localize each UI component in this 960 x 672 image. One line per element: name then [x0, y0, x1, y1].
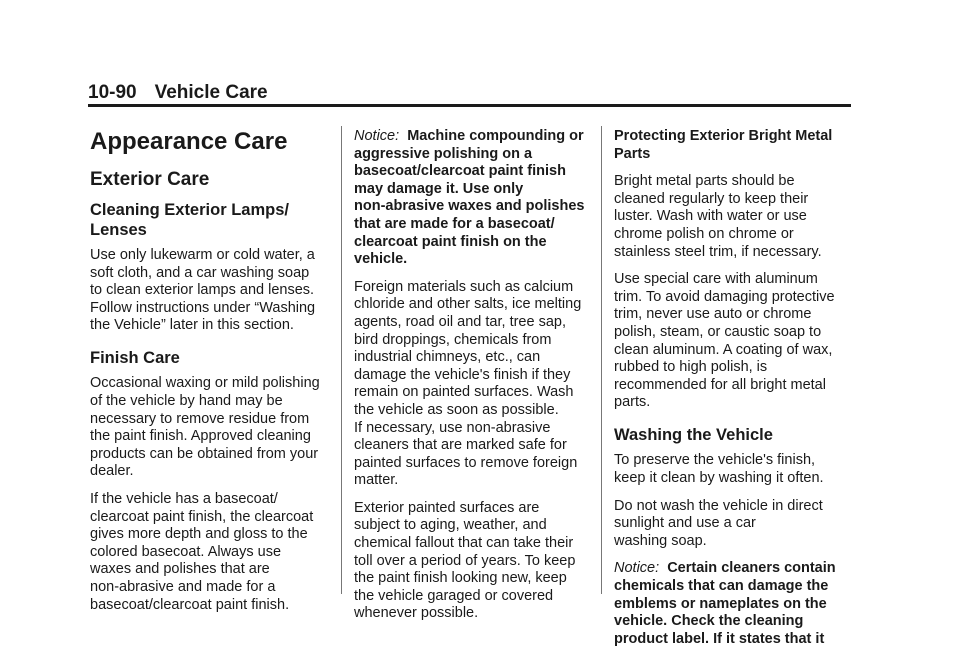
text-line: Exterior painted surfaces are — [354, 499, 540, 516]
text-line: Follow instructions under “Washing — [90, 299, 316, 316]
header-rule — [88, 104, 851, 107]
text-line: polish, steam, or caustic soap to — [614, 323, 822, 340]
text-line: toll over a period of years. To keep — [354, 552, 576, 569]
text-line: If necessary, use non-abrasive — [354, 419, 551, 436]
page-header — [88, 81, 268, 105]
text-line: dealer. — [90, 463, 134, 480]
paragraph-painted-surfaces — [354, 500, 594, 623]
text-line: painted surfaces to remove foreign — [354, 454, 578, 471]
text-line: basecoat/clearcoat paint finish — [354, 163, 566, 180]
text-line: soft cloth, and a car washing soap — [90, 264, 310, 281]
text-line: Do not wash the vehicle in direct — [614, 497, 823, 514]
paragraph-washing-2 — [614, 498, 854, 551]
text-line: Use special care with aluminum — [614, 271, 818, 288]
text-line: rubbed to high polish, is — [614, 359, 768, 376]
text-line: cleaned regularly to keep their — [614, 190, 809, 207]
text-line: basecoat/clearcoat paint finish. — [90, 596, 290, 613]
text-line: waxes and polishes that are — [90, 561, 270, 578]
text-line: chemical fallout that can take their — [354, 535, 574, 552]
text-line: damage the vehicle's finish if they — [354, 366, 571, 383]
text-line: Use only lukewarm or cold water, a — [90, 247, 315, 263]
text-line: chloride and other salts, ice melting — [354, 296, 582, 313]
text-line: To preserve the vehicle's finish, — [614, 452, 816, 469]
heading-washing-vehicle: Washing the Vehicle — [614, 425, 773, 444]
text-line: emblems or nameplates on the — [614, 595, 827, 612]
text-line: cleaners that are marked safe for — [354, 437, 567, 454]
text-line: vehicle. — [354, 251, 408, 268]
text-line: the vehicle garaged or covered — [354, 587, 554, 604]
heading-cleaning-lamps — [90, 201, 334, 240]
text-line: Foreign materials such as calcium — [354, 278, 574, 295]
text-line: of the vehicle by hand may be — [90, 393, 283, 410]
text-line: luster. Wash with water or use — [614, 208, 807, 225]
paragraph-bright-metal-2 — [614, 271, 854, 412]
text-line: industrial chimneys, etc., can — [354, 349, 541, 366]
section-title: Vehicle Care — [154, 82, 268, 103]
text-line: chrome polish on chrome or — [614, 225, 794, 242]
notice-polishing — [354, 128, 594, 269]
paragraph-foreign-materials — [354, 279, 594, 490]
notice-label: Notice: — [614, 560, 660, 577]
text-line: Certain cleaners contain — [667, 560, 836, 577]
text-line: the vehicle as soon as possible. — [354, 401, 559, 418]
heading-line: Parts — [614, 145, 651, 162]
text-line: aggressive polishing on a — [354, 145, 533, 162]
column-divider-2 — [601, 126, 602, 594]
text-line: chemicals that can damage the — [614, 577, 829, 594]
paragraph-bright-metal-1 — [614, 173, 854, 261]
text-line: that are made for a basecoat/ — [354, 215, 555, 232]
text-line: subject to aging, weather, and — [354, 517, 547, 534]
text-line: necessary to remove residue from — [90, 410, 310, 427]
text-line: stainless steel trim, if necessary. — [614, 243, 822, 260]
text-line: non-abrasive and made for a — [90, 579, 276, 595]
paragraph-washing-1 — [614, 452, 854, 487]
text-line: remain on painted surfaces. Wash — [354, 384, 574, 401]
text-line: product label. If it states that it — [614, 630, 825, 647]
heading-line: Protecting Exterior Bright Metal — [614, 128, 833, 144]
notice-label: Notice: — [354, 128, 400, 144]
text-line: Occasional waxing or mild polishing — [90, 375, 320, 392]
text-line: Bright metal parts should be — [614, 173, 795, 190]
text-line: gives more depth and gloss to the — [90, 526, 308, 543]
heading-line: Cleaning Exterior Lamps/ — [90, 201, 289, 219]
text-line: parts. — [614, 394, 651, 411]
paragraph-finish-1 — [90, 375, 334, 481]
text-line: sunlight and use a car — [614, 515, 756, 532]
text-line: colored basecoat. Always use — [90, 543, 282, 560]
notice-cleaners — [614, 560, 854, 648]
column-3 — [614, 128, 854, 658]
paragraph-lamps — [90, 247, 334, 335]
paragraph-finish-2 — [90, 491, 334, 614]
page-number: 10-90 — [88, 82, 137, 103]
text-line: to clean exterior lamps and lenses. — [90, 282, 315, 299]
column-divider-1 — [341, 126, 342, 594]
section-heading-exterior-care: Exterior Care — [90, 169, 210, 190]
text-line: washing soap. — [614, 532, 707, 549]
page-title: Appearance Care — [90, 128, 288, 155]
column-1 — [90, 128, 334, 624]
text-line: may damage it. Use only — [354, 180, 524, 197]
text-line: Machine compounding or — [407, 128, 584, 144]
text-line: If the vehicle has a basecoat/ — [90, 491, 278, 508]
column-2 — [354, 128, 594, 633]
heading-finish-care: Finish Care — [90, 348, 180, 367]
text-line: clean aluminum. A coating of wax, — [614, 341, 833, 358]
text-line: trim, never use auto or chrome — [614, 306, 812, 323]
heading-line: Lenses — [90, 220, 147, 239]
text-line: clearcoat paint finish on the — [354, 233, 547, 250]
text-line: clearcoat paint finish, the clearcoat — [90, 508, 314, 525]
text-line: the Vehicle” later in this section. — [90, 317, 294, 334]
heading-bright-metal — [614, 128, 854, 163]
text-line: non-abrasive waxes and polishes — [354, 198, 585, 215]
text-line: bird droppings, chemicals from — [354, 331, 552, 348]
text-line: matter. — [354, 472, 399, 489]
text-line: keep it clean by washing it often. — [614, 470, 824, 486]
text-line: vehicle. Check the cleaning — [614, 613, 804, 630]
text-line: agents, road oil and tar, tree sap, — [354, 313, 566, 330]
text-line: the paint finish looking new, keep — [354, 570, 567, 587]
text-line: whenever possible. — [354, 605, 479, 622]
text-line: recommended for all bright metal — [614, 376, 826, 393]
text-line: products can be obtained from your — [90, 445, 319, 462]
text-line: the paint finish. Approved cleaning — [90, 428, 311, 445]
text-line: trim. To avoid damaging protective — [614, 288, 835, 305]
